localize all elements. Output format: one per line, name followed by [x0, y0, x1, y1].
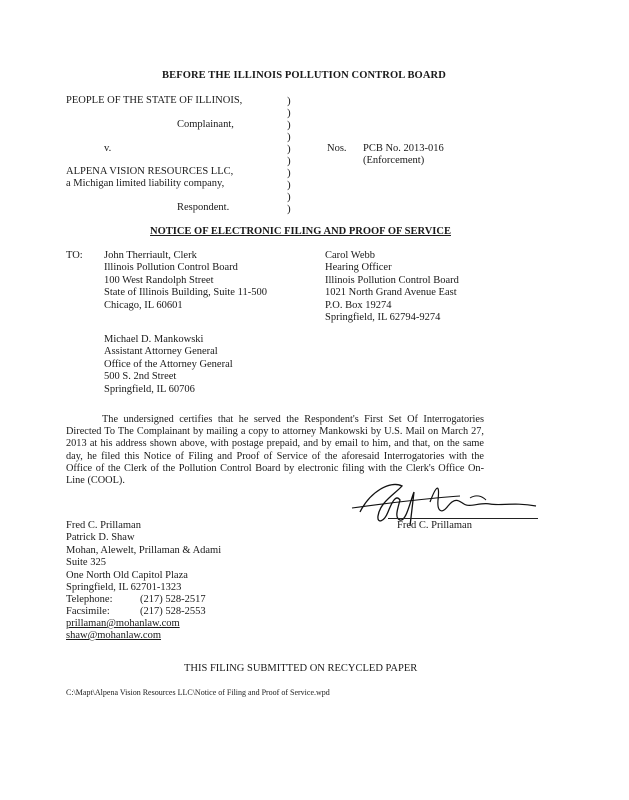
address-line: Chicago, IL 60601: [104, 299, 183, 311]
address-line: 500 S. 2nd Street: [104, 371, 177, 383]
address-line: State of Illinois Building, Suite 11-500: [104, 287, 267, 299]
signature-name: Fred C. Prillaman: [397, 520, 472, 531]
case-type: (Enforcement): [363, 155, 425, 166]
address-line: Michael D. Mankowski: [104, 334, 204, 345]
file-path: C:\Mapt\Alpena Vision Resources LLC\Notice of Filing and Proof of Service.wpd: [66, 688, 330, 697]
telephone-label: Telephone:: [66, 594, 113, 605]
to-label: TO:: [66, 250, 83, 261]
signature-rule: [388, 518, 538, 519]
bracket-line: ): [287, 107, 291, 119]
bracket-line: ): [287, 191, 291, 203]
email-link-shaw[interactable]: shaw@mohanlaw.com: [66, 630, 162, 641]
email-link-prillaman[interactable]: prillaman@mohanlaw.com: [66, 618, 180, 629]
address-line: 100 West Randolph Street: [104, 274, 214, 286]
signature-block-line: Fred C. Prillaman: [66, 520, 141, 531]
case-number: PCB No. 2013-016: [363, 143, 444, 154]
address-line: Springfield, IL 62794-9274: [325, 311, 441, 323]
signature-block-line: Mohan, Alewelt, Prillaman & Adami: [66, 544, 222, 556]
bracket-line: ): [287, 203, 291, 215]
notice-heading: NOTICE OF ELECTRONIC FILING AND PROOF OF SERVICE: [150, 226, 451, 237]
bracket-line: ): [287, 155, 291, 167]
facsimile-label: Facsimile:: [66, 606, 110, 617]
complainant-label: Complainant,: [177, 119, 234, 130]
bracket-line: ): [287, 179, 291, 191]
recipient-hearing-officer: [325, 250, 459, 324]
bracket-line: ): [287, 119, 291, 131]
address-line: P.O. Box 19274: [325, 299, 392, 311]
facsimile-number: (217) 528-2553: [140, 606, 206, 617]
signature-block-line: One North Old Capitol Plaza: [66, 569, 188, 581]
telephone-number: (217) 528-2517: [140, 594, 206, 605]
bracket-line: ): [287, 143, 291, 155]
respondent-label: Respondent.: [177, 202, 230, 213]
signature-block-line: Suite 325: [66, 557, 106, 569]
respondent-description: a Michigan limited liability company,: [66, 178, 225, 189]
respondent-name: ALPENA VISION RESOURCES LLC,: [66, 166, 234, 177]
recipient-clerk: [104, 250, 267, 312]
address-line: Office of the Attorney General: [104, 358, 233, 370]
board-title: BEFORE THE ILLINOIS POLLUTION CONTROL BOARD: [162, 70, 446, 81]
nos-label: Nos.: [327, 143, 347, 154]
bracket-line: ): [287, 95, 291, 107]
address-line: 1021 North Grand Avenue East: [325, 287, 457, 299]
versus-label: v.: [104, 143, 112, 154]
bracket-line: ): [287, 131, 291, 143]
signature-block-line: Patrick D. Shaw: [66, 532, 135, 544]
caption-bracket: [287, 95, 291, 215]
signature-block: [66, 520, 221, 594]
address-line: Assistant Attorney General: [104, 346, 218, 358]
address-line: John Therriault, Clerk: [104, 250, 197, 261]
certification-paragraph: The undersigned certifies that he served the Respondent's First Set Of Interrogatories Directed To The Complainant by mailing a copy to attorney Mankowski by U.S. Mail on March 27, 2013 at his address shown above, with postage prepaid, and by email to him, and that, on the same day, he filed this Notice of Filing and Proof of Service of the aforesaid Interrogatories with the Office of the Clerk of the Pollution Control Board by electronic filing with the Clerk's Office On-Line (COOL).: [66, 414, 484, 487]
recycled-paper-note: THIS FILING SUBMITTED ON RECYCLED PAPER: [184, 663, 418, 674]
address-line: Illinois Pollution Control Board: [325, 274, 459, 286]
address-line: Illinois Pollution Control Board: [104, 262, 238, 274]
address-line: Hearing Officer: [325, 262, 392, 274]
address-line: Springfield, IL 60706: [104, 383, 195, 395]
signature-block-line: Springfield, IL 62701-1323: [66, 581, 182, 593]
recipient-attorney-general: [104, 334, 233, 396]
bracket-line: ): [287, 167, 291, 179]
plaintiff-name: PEOPLE OF THE STATE OF ILLINOIS,: [66, 95, 243, 106]
address-line: Carol Webb: [325, 250, 375, 261]
